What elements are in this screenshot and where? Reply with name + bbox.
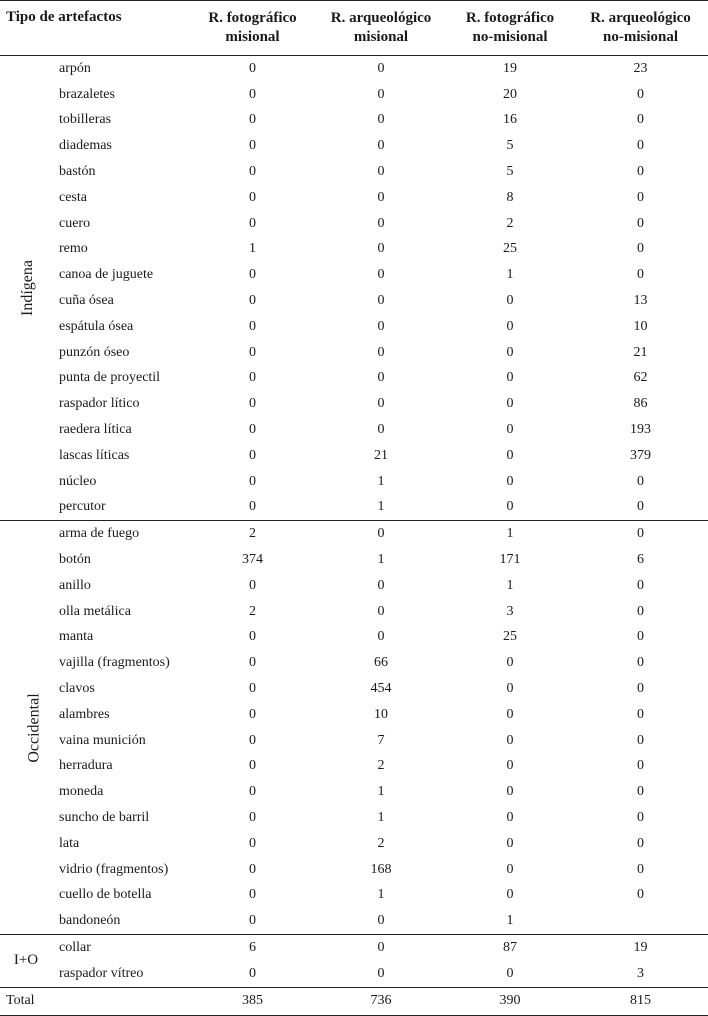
count-cell: 0 <box>377 164 385 180</box>
count-cell: 0 <box>249 810 257 825</box>
count-cell: 0 <box>377 215 385 231</box>
count-cell: 0 <box>377 267 385 283</box>
artifact-name: alambres <box>59 706 110 722</box>
count-cell: 1 <box>377 887 385 903</box>
table-header <box>0 1 708 56</box>
table-row <box>0 650 708 676</box>
count-cell: 0 <box>249 577 257 593</box>
table-row <box>0 805 708 831</box>
count-cell: 0 <box>637 861 645 877</box>
count-cell: 0 <box>377 603 385 619</box>
count-cell: 0 <box>637 241 645 257</box>
table-row <box>0 908 708 934</box>
artifact-name: bastón <box>59 164 96 180</box>
header-tipo: Tipo de artefactos <box>0 1 190 56</box>
table-row <box>0 935 708 961</box>
count-cell: 0 <box>506 732 514 748</box>
table-row <box>0 237 708 263</box>
count-cell: 0 <box>377 189 385 205</box>
table-row <box>0 728 708 754</box>
artifact-name: punzón óseo <box>59 344 130 360</box>
table-row <box>0 521 708 547</box>
header-arq-no-misional <box>573 1 708 56</box>
count-cell: 0 <box>249 318 257 334</box>
artifact-name: brazaletes <box>59 86 115 102</box>
count-cell: 25 <box>503 629 518 645</box>
table-row <box>0 573 708 599</box>
count-cell: 21 <box>633 344 648 360</box>
count-cell: 379 <box>630 447 652 463</box>
artifact-name: botón <box>59 552 91 568</box>
artifact-name: suncho de barril <box>59 810 150 825</box>
count-cell: 3 <box>506 603 514 619</box>
group-cell <box>0 56 52 521</box>
header-foto-no-misional <box>447 1 573 56</box>
count-cell: 0 <box>249 164 257 180</box>
artifact-name: cesta <box>59 189 87 205</box>
count-cell: 0 <box>637 215 645 231</box>
count-cell: 0 <box>315 935 447 961</box>
count-cell: 13 <box>633 293 648 309</box>
artifact-name: manta <box>59 629 94 645</box>
artifact-name: lascas líticas <box>59 447 130 463</box>
count-cell: 0 <box>637 164 645 180</box>
total-row <box>0 987 708 1015</box>
count-cell: 0 <box>377 86 385 102</box>
artifact-name: arpón <box>52 56 190 82</box>
artifact-name: bandoneón <box>59 913 121 929</box>
total-value: 815 <box>573 987 708 1015</box>
count-cell: 0 <box>506 681 514 697</box>
header-line: R. fotográfico <box>208 10 297 26</box>
count-cell: 0 <box>506 499 514 515</box>
table-row <box>0 108 708 134</box>
table-row <box>0 831 708 857</box>
count-cell: 0 <box>249 913 257 929</box>
table-row <box>0 366 708 392</box>
count-cell: 2 <box>190 521 315 547</box>
artifact-name: vidrio (fragmentos) <box>59 861 169 877</box>
count-cell: 0 <box>249 965 257 981</box>
artifact-name: lata <box>59 835 80 851</box>
count-cell: 0 <box>573 521 708 547</box>
count-cell: 171 <box>499 552 521 568</box>
count-cell: 19 <box>573 935 708 961</box>
count-cell: 0 <box>249 396 257 412</box>
count-cell: 0 <box>377 293 385 309</box>
count-cell: 0 <box>637 681 645 697</box>
count-cell: 0 <box>377 396 385 412</box>
count-cell: 16 <box>503 112 518 128</box>
artifact-name: moneda <box>59 784 104 800</box>
artifact-name: cuña ósea <box>59 293 114 309</box>
table-row <box>0 961 708 987</box>
count-cell: 21 <box>374 447 389 463</box>
count-cell: 6 <box>190 935 315 961</box>
table-row <box>0 82 708 108</box>
count-cell: 0 <box>506 784 514 800</box>
count-cell: 0 <box>506 758 514 774</box>
count-cell: 0 <box>315 56 447 82</box>
count-cell: 0 <box>249 784 257 800</box>
artifact-name: collar <box>52 935 190 961</box>
table-row <box>0 857 708 883</box>
count-cell: 1 <box>377 499 385 515</box>
table-body <box>0 56 708 988</box>
count-cell: 5 <box>506 164 514 180</box>
count-cell: 6 <box>637 552 645 568</box>
artifact-name: anillo <box>59 577 91 593</box>
count-cell: 0 <box>506 965 514 981</box>
count-cell: 1 <box>377 784 385 800</box>
table-row <box>0 754 708 780</box>
artifact-name: raspador vítreo <box>59 965 144 981</box>
table-row <box>0 417 708 443</box>
artifact-name: remo <box>59 241 88 257</box>
artifact-name: olla metálica <box>59 603 131 619</box>
table-row <box>0 262 708 288</box>
count-cell: 2 <box>249 603 257 619</box>
count-cell: 0 <box>315 521 447 547</box>
count-cell: 0 <box>506 810 514 825</box>
group-label: Occidental <box>25 693 43 763</box>
count-cell: 0 <box>249 293 257 309</box>
count-cell: 0 <box>377 318 385 334</box>
artifact-name: percutor <box>59 499 106 515</box>
count-cell: 87 <box>447 935 573 961</box>
table-row <box>0 883 708 909</box>
total-value: 736 <box>315 987 447 1015</box>
count-cell: 0 <box>249 861 257 877</box>
count-cell: 0 <box>637 706 645 722</box>
count-cell: 8 <box>506 189 514 205</box>
artifact-name: cuello de botella <box>59 887 152 903</box>
count-cell: 1 <box>377 552 385 568</box>
count-cell: 0 <box>377 370 385 386</box>
count-cell: 0 <box>249 267 257 283</box>
count-cell: 0 <box>637 473 645 489</box>
count-cell: 0 <box>377 965 385 981</box>
count-cell: 0 <box>249 732 257 748</box>
count-cell: 0 <box>377 913 385 929</box>
table-row <box>0 469 708 495</box>
table-row <box>0 443 708 469</box>
header-line: no-misional <box>472 29 548 45</box>
count-cell: 0 <box>249 370 257 386</box>
count-cell: 0 <box>377 344 385 360</box>
count-cell: 0 <box>637 499 645 515</box>
count-cell: 193 <box>630 422 652 438</box>
table-row <box>0 547 708 573</box>
count-cell: 7 <box>377 732 385 748</box>
count-cell: 0 <box>249 215 257 231</box>
count-cell: 0 <box>506 396 514 412</box>
header-line: no-misional <box>603 29 679 45</box>
header-arq-misional <box>315 1 447 56</box>
count-cell: 0 <box>249 112 257 128</box>
count-cell: 168 <box>370 861 392 877</box>
count-cell: 0 <box>506 293 514 309</box>
header-line: R. fotográfico <box>465 10 555 26</box>
count-cell: 0 <box>249 189 257 205</box>
group-label: Indígena <box>18 260 36 317</box>
count-cell: 1 <box>447 521 573 547</box>
count-cell: 0 <box>637 784 645 800</box>
artifact-name: diademas <box>59 138 112 154</box>
count-cell: 454 <box>370 681 392 697</box>
table-row <box>0 702 708 728</box>
count-cell: 3 <box>637 965 645 981</box>
count-cell: 20 <box>503 86 518 102</box>
artifact-name: herradura <box>59 758 113 774</box>
count-cell: 25 <box>503 241 518 257</box>
count-cell: 5 <box>506 138 514 154</box>
count-cell: 0 <box>506 344 514 360</box>
count-cell: 0 <box>637 112 645 128</box>
artifact-name: punta de proyectil <box>59 370 161 386</box>
count-cell: 0 <box>377 138 385 154</box>
count-cell: 0 <box>377 112 385 128</box>
group-cell <box>0 521 52 935</box>
count-cell: 86 <box>633 396 648 412</box>
count-cell: 0 <box>506 655 514 671</box>
count-cell: 0 <box>506 706 514 722</box>
table-row <box>0 56 708 82</box>
artifact-name: raspador lítico <box>59 396 140 412</box>
count-cell: 0 <box>637 732 645 748</box>
count-cell: 374 <box>242 552 264 568</box>
artifact-name: raedera lítica <box>59 422 132 438</box>
artifact-name: cuero <box>59 215 91 231</box>
count-cell: 0 <box>637 655 645 671</box>
count-cell: 66 <box>374 655 389 671</box>
count-cell: 0 <box>506 861 514 877</box>
table-row <box>0 340 708 366</box>
count-cell: 0 <box>637 267 645 283</box>
count-cell: 0 <box>249 422 257 438</box>
count-cell: 2 <box>506 215 514 231</box>
count-cell: 0 <box>249 344 257 360</box>
count-cell: 0 <box>637 810 645 825</box>
count-cell: 0 <box>637 189 645 205</box>
table-row <box>0 159 708 185</box>
count-cell: 0 <box>637 629 645 645</box>
artifact-name: arma de fuego <box>52 521 190 547</box>
count-cell: 0 <box>506 835 514 851</box>
table-row <box>0 391 708 417</box>
group-label: I+O <box>13 952 39 969</box>
count-cell: 0 <box>377 629 385 645</box>
table-row <box>0 211 708 237</box>
artifact-name: tobilleras <box>59 112 112 128</box>
count-cell: 0 <box>506 447 514 463</box>
count-cell: 0 <box>249 887 257 903</box>
count-cell: 0 <box>506 887 514 903</box>
count-cell: 0 <box>506 370 514 386</box>
count-cell <box>573 908 708 934</box>
count-cell: 23 <box>573 56 708 82</box>
total-label: Total <box>0 987 190 1015</box>
count-cell: 0 <box>637 577 645 593</box>
artifact-name: núcleo <box>59 473 97 489</box>
count-cell: 1 <box>377 473 385 489</box>
count-cell: 0 <box>249 681 257 697</box>
count-cell: 0 <box>249 706 257 722</box>
table-row <box>0 314 708 340</box>
count-cell: 0 <box>637 86 645 102</box>
count-cell: 0 <box>249 473 257 489</box>
count-cell: 0 <box>637 603 645 619</box>
count-cell: 10 <box>374 706 389 722</box>
count-cell: 0 <box>377 422 385 438</box>
group-cell <box>0 935 52 988</box>
table-row <box>0 133 708 159</box>
count-cell: 1 <box>506 267 514 283</box>
header-line: misional <box>225 29 280 45</box>
table-row <box>0 288 708 314</box>
count-cell: 0 <box>637 887 645 903</box>
count-cell: 2 <box>377 835 385 851</box>
total-value: 385 <box>190 987 315 1015</box>
header-line: R. arqueológico <box>590 10 691 26</box>
table-row <box>0 779 708 805</box>
count-cell: 1 <box>249 241 257 257</box>
header-foto-misional <box>190 1 315 56</box>
count-cell: 0 <box>249 138 257 154</box>
count-cell: 0 <box>249 499 257 515</box>
artifact-name: vaina munición <box>59 732 146 748</box>
header-line: misional <box>353 29 409 45</box>
artifact-name: vajilla (fragmentos) <box>59 655 170 671</box>
count-cell: 0 <box>190 56 315 82</box>
count-cell: 0 <box>249 835 257 851</box>
artifact-name: espátula ósea <box>59 318 134 334</box>
count-cell: 19 <box>447 56 573 82</box>
table-row <box>0 185 708 211</box>
count-cell: 0 <box>506 422 514 438</box>
count-cell: 0 <box>249 629 257 645</box>
count-cell: 0 <box>637 758 645 774</box>
table-row <box>0 599 708 625</box>
count-cell: 0 <box>377 241 385 257</box>
count-cell: 0 <box>637 138 645 154</box>
count-cell: 1 <box>506 913 514 929</box>
count-cell: 0 <box>249 655 257 671</box>
count-cell: 0 <box>506 318 514 334</box>
count-cell: 0 <box>249 86 257 102</box>
count-cell: 0 <box>249 447 257 463</box>
total-value: 390 <box>447 987 573 1015</box>
table-row <box>0 495 708 521</box>
count-cell: 2 <box>377 758 385 774</box>
count-cell: 0 <box>377 577 385 593</box>
count-cell: 1 <box>506 577 514 593</box>
count-cell: 62 <box>633 370 648 386</box>
count-cell: 1 <box>377 810 385 825</box>
table-row <box>0 676 708 702</box>
count-cell: 0 <box>249 758 257 774</box>
count-cell: 0 <box>506 473 514 489</box>
count-cell: 10 <box>633 318 648 334</box>
artifact-name: canoa de juguete <box>59 267 154 283</box>
artifact-name: clavos <box>59 681 95 697</box>
table-row <box>0 625 708 651</box>
count-cell: 0 <box>637 835 645 851</box>
header-line: R. arqueológico <box>330 10 432 26</box>
